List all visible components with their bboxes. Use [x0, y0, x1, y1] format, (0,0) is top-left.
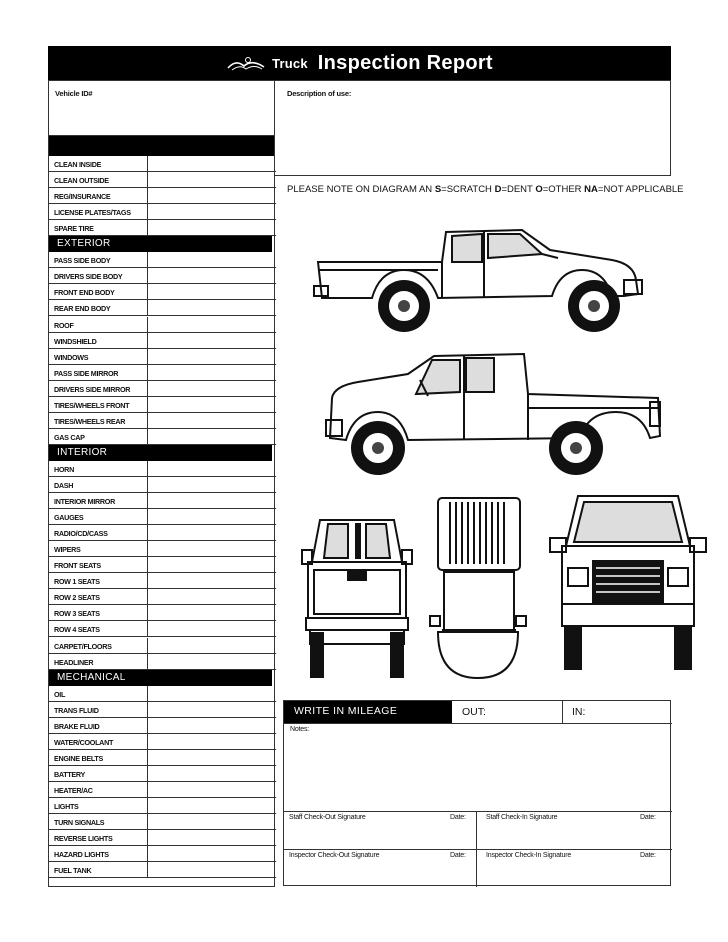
checklist-item-label: GAS CAP: [54, 432, 85, 442]
checklist-item-field[interactable]: [147, 220, 273, 235]
checklist-row-row-2-seats: [49, 589, 276, 605]
checklist-row-row-1-seats: [49, 573, 276, 589]
checklist-row-gauges: [49, 509, 276, 525]
staff-checkout-signature-label: Staff Check-Out Signature: [289, 814, 366, 821]
section-title: MECHANICAL: [57, 671, 126, 683]
checklist-item-label: ENGINE BELTS: [54, 753, 103, 763]
checklist-row-turn-signals: [49, 814, 276, 830]
checklist-row-reverse-lights: [49, 830, 276, 846]
checklist-item-label: HEATER/AC: [54, 785, 93, 795]
checklist-item-field[interactable]: [147, 589, 273, 604]
vehicle-id-label: Vehicle ID#: [55, 89, 93, 98]
checklist-item-field[interactable]: [147, 493, 273, 508]
checklist-row-reg-insurance: [49, 188, 276, 204]
checklist-row-battery: [49, 766, 276, 782]
checklist-item-label: FRONT END BODY: [54, 288, 115, 298]
checklist-row-wipers: [49, 541, 276, 557]
checklist-row-carpet-floors: [49, 638, 276, 654]
checklist-item-label: CLEAN OUTSIDE: [54, 176, 109, 186]
checklist-item-field[interactable]: [147, 750, 273, 765]
checklist-row-row-3-seats: [49, 605, 276, 621]
checklist-item-label: REAR END BODY: [54, 304, 111, 314]
checklist-item-field[interactable]: [147, 349, 273, 364]
section-header-mechanical: [49, 670, 272, 686]
checklist-item-label: PASS SIDE MIRROR: [54, 368, 119, 378]
section-title: INTERIOR: [57, 446, 108, 458]
checklist-item-field[interactable]: [147, 525, 273, 540]
checklist-item-label: INTERIOR MIRROR: [54, 497, 115, 507]
checklist-item-field[interactable]: [147, 509, 273, 524]
checklist-item-field[interactable]: [147, 686, 273, 701]
mileage-divider: [562, 701, 563, 723]
mileage-out-field[interactable]: [496, 703, 558, 721]
checklist-panel: [48, 136, 275, 887]
checklist-item-label: SPARE TIRE: [54, 224, 94, 234]
checklist-item-field[interactable]: [147, 830, 273, 845]
checklist-row-drivers-side-mirror: [49, 381, 276, 397]
checklist-row-headliner: [49, 654, 276, 670]
checklist-item-field[interactable]: [147, 252, 273, 267]
checklist-row-row-4-seats: [49, 621, 276, 637]
checklist-row-water-coolant: [49, 734, 276, 750]
vehicle-id-field[interactable]: [48, 80, 275, 136]
mileage-title-bar: [284, 701, 452, 723]
checklist-item-label: LICENSE PLATES/TAGS: [54, 208, 131, 218]
checklist-row-front-seats: [49, 557, 276, 573]
checklist-item-field[interactable]: [147, 381, 273, 396]
staff-checkin-date-label: Date:: [640, 814, 656, 821]
checklist-item-label: BATTERY: [54, 769, 86, 779]
checklist-item-field[interactable]: [147, 268, 273, 283]
checklist-item-label: HAZARD LIGHTS: [54, 850, 109, 860]
checklist-item-label: CLEAN INSIDE: [54, 160, 102, 169]
inspector-checkin-date-label: Date:: [640, 852, 656, 859]
checklist-row-windshield: [49, 333, 276, 349]
checklist-item-field[interactable]: [147, 702, 273, 717]
checklist-item-field[interactable]: [147, 333, 273, 348]
checklist-item-field[interactable]: [147, 654, 273, 669]
checklist-row-radio-cd-cass: [49, 525, 276, 541]
signature-row-line: [284, 849, 672, 850]
checklist-item-field[interactable]: [147, 461, 273, 476]
checklist-row-windows: [49, 349, 276, 365]
checklist-row-engine-belts: [49, 750, 276, 766]
mileage-title: WRITE IN MILEAGE: [294, 705, 398, 717]
checklist-item-label: DRIVERS SIDE BODY: [54, 272, 123, 282]
checklist-top-bar: [49, 136, 274, 156]
checklist-row-front-end-body: [49, 284, 276, 300]
checklist-item-label: OIL: [54, 689, 66, 699]
mileage-in-label: IN:: [572, 706, 586, 718]
checklist-row-clean-inside: [49, 156, 276, 172]
checklist-item-label: PASS SIDE BODY: [54, 256, 111, 266]
checklist-item-field[interactable]: [147, 638, 273, 653]
section-header-exterior: [49, 236, 272, 252]
truck-logo-icon: [226, 53, 266, 73]
checklist-row-roof: [49, 317, 276, 333]
checklist-item-label: WATER/COOLANT: [54, 737, 114, 747]
inspector-checkin-signature-label: Inspector Check-In Signature: [486, 852, 572, 859]
checklist-item-field[interactable]: [147, 798, 273, 813]
notes-bottom-line: [284, 811, 672, 812]
checklist-row-drivers-side-body: [49, 268, 276, 284]
checklist-item-label: FRONT SEATS: [54, 561, 101, 571]
checklist-item-label: DASH: [54, 481, 74, 490]
checklist-item-label: ROW 2 SEATS: [54, 593, 100, 603]
checklist-item-label: FUEL TANK: [54, 866, 92, 876]
checklist-item-label: REVERSE LIGHTS: [54, 834, 113, 844]
checklist-item-field[interactable]: [147, 172, 273, 187]
checklist-item-label: GAUGES: [54, 513, 84, 523]
checklist-item-label: DRIVERS SIDE MIRROR: [54, 384, 131, 394]
checklist-item-label: WIPERS: [54, 545, 81, 555]
checklist-item-field[interactable]: [147, 477, 273, 492]
checklist-row-dash: [49, 477, 276, 493]
inspector-checkout-signature-label: Inspector Check-Out Signature: [289, 852, 380, 859]
checklist-item-field[interactable]: [147, 862, 273, 877]
checklist-item-field[interactable]: [147, 605, 273, 620]
checklist-item-field[interactable]: [147, 300, 273, 315]
checklist-item-field[interactable]: [147, 718, 273, 733]
checklist-item-label: TRANS FLUID: [54, 705, 99, 715]
checklist-row-tires-wheels-rear: [49, 413, 276, 429]
checklist-item-field[interactable]: [147, 397, 273, 412]
checklist-row-pass-side-body: [49, 252, 276, 268]
mileage-in-field[interactable]: [594, 703, 668, 721]
checklist-row-clean-outside: [49, 172, 276, 188]
checklist-row-horn: [49, 461, 276, 477]
truck-rear-drawing[interactable]: [298, 514, 416, 680]
checklist-item-label: CARPET/FLOORS: [54, 641, 112, 651]
checklist-item-label: HORN: [54, 464, 74, 474]
page-title: Inspection Report: [317, 51, 493, 74]
checklist-row-gas-cap: [49, 429, 276, 445]
checklist-item-field[interactable]: [147, 429, 273, 444]
checklist-row-spare-tire: [49, 220, 276, 236]
truck-side-right-drawing[interactable]: [312, 224, 648, 334]
checklist-item-field[interactable]: [147, 734, 273, 749]
mileage-signature-panel: [283, 700, 671, 886]
checklist-row-brake-fluid: [49, 718, 276, 734]
checklist-item-field[interactable]: [147, 541, 273, 556]
checklist-item-field[interactable]: [147, 766, 273, 781]
checklist-item-field[interactable]: [147, 204, 273, 219]
checklist-item-field[interactable]: [147, 814, 273, 829]
checklist-item-field[interactable]: [147, 782, 273, 797]
inspector-checkout-date-label: Date:: [450, 852, 466, 859]
checklist-item-label: BRAKE FLUID: [54, 721, 100, 731]
checklist-item-field[interactable]: [147, 156, 273, 171]
checklist-item-label: ROW 4 SEATS: [54, 625, 100, 635]
checklist-item-field[interactable]: [147, 846, 273, 861]
truck-front-drawing[interactable]: [548, 492, 708, 674]
section-title: EXTERIOR: [57, 238, 111, 250]
checklist-row-lights: [49, 798, 276, 814]
checklist-row-fuel-tank: [49, 862, 276, 878]
checklist-item-label: TURN SIGNALS: [54, 818, 105, 828]
checklist-item-label: TIRES/WHEELS REAR: [54, 416, 126, 426]
checklist-item-field[interactable]: [147, 284, 273, 299]
checklist-item-label: LIGHTS: [54, 802, 79, 811]
checklist-item-field[interactable]: [147, 317, 273, 332]
checklist-row-tires-wheels-front: [49, 397, 276, 413]
description-field[interactable]: [274, 80, 671, 176]
checklist-item-label: WINDSHIELD: [54, 336, 97, 346]
checklist-item-field[interactable]: [147, 188, 273, 203]
checklist-row-pass-side-mirror: [49, 365, 276, 381]
staff-checkin-signature-label: Staff Check-In Signature: [486, 814, 558, 821]
mileage-out-label: OUT:: [462, 706, 486, 718]
checklist-item-label: WINDOWS: [54, 352, 89, 362]
description-label: Description of use:: [287, 89, 352, 98]
diagram-legend: PLEASE NOTE ON DIAGRAM AN S=SCRATCH D=DENT O=OTHER NA=NOT APPLICABLE: [287, 184, 684, 195]
checklist-row-license-plates-tags: [49, 204, 276, 220]
header-subtitle: Truck: [272, 55, 308, 71]
checklist-item-label: HEADLINER: [54, 657, 94, 667]
checklist-item-field[interactable]: [147, 365, 273, 380]
notes-label: Notes:: [290, 726, 310, 733]
checklist-row-oil: [49, 686, 276, 702]
report-header: [48, 46, 671, 80]
truck-side-left-drawing[interactable]: [324, 350, 664, 480]
checklist-item-label: TIRES/WHEELS FRONT: [54, 400, 130, 410]
checklist-item-field[interactable]: [147, 413, 273, 428]
checklist-item-label: REG/INSURANCE: [54, 192, 111, 202]
checklist-item-field[interactable]: [147, 557, 273, 572]
truck-top-drawing[interactable]: [428, 494, 528, 682]
checklist-row-hazard-lights: [49, 846, 276, 862]
checklist-item-label: RADIO/CD/CASS: [54, 529, 108, 539]
section-header-interior: [49, 445, 272, 461]
staff-checkout-date-label: Date:: [450, 814, 466, 821]
checklist-item-label: ROOF: [54, 320, 74, 330]
checklist-row-interior-mirror: [49, 493, 276, 509]
checklist-row-heater-ac: [49, 782, 276, 798]
checklist-row-trans-fluid: [49, 702, 276, 718]
checklist-row-rear-end-body: [49, 300, 276, 316]
checklist-item-label: ROW 1 SEATS: [54, 577, 100, 587]
checklist-item-field[interactable]: [147, 621, 273, 636]
notes-field[interactable]: [284, 724, 670, 810]
checklist-item-field[interactable]: [147, 573, 273, 588]
checklist-item-label: ROW 3 SEATS: [54, 609, 100, 619]
